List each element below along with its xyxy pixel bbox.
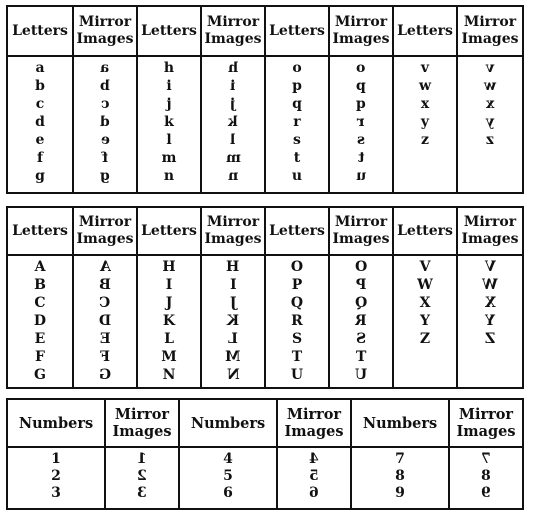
mirror-image-char	[74, 131, 136, 149]
glyph: 4	[223, 451, 233, 467]
mirror-glyph: c	[100, 96, 110, 112]
original-char	[8, 77, 72, 95]
mirror-glyph: U	[354, 367, 368, 383]
mirror-glyph: s	[357, 132, 365, 148]
original-char	[138, 294, 200, 312]
column-header-letters: Letters	[393, 6, 457, 56]
glyph: u	[291, 168, 303, 184]
glyph: t	[293, 150, 301, 166]
original-char	[138, 167, 200, 185]
mirror-image-char	[202, 131, 264, 149]
mirror-image-char	[458, 95, 522, 113]
original-char	[8, 485, 104, 502]
mirror-image-char	[450, 485, 522, 502]
glyph: w	[418, 78, 432, 94]
glyph: 9	[395, 485, 405, 501]
mirror-glyph: S	[355, 331, 367, 347]
mirror-images-column	[201, 255, 265, 388]
original-char	[266, 330, 328, 348]
original-char	[8, 95, 72, 113]
original-char	[352, 485, 448, 502]
glyph: v	[420, 60, 430, 76]
mirror-image-char	[106, 485, 178, 502]
mirror-image-char	[330, 276, 392, 294]
mirror-glyph: O	[354, 259, 368, 275]
original-char	[266, 366, 328, 384]
mirror-glyph: z	[486, 132, 494, 148]
glyph: j	[166, 96, 172, 112]
mirror-image-char	[202, 59, 264, 77]
glyph: F	[35, 349, 45, 365]
mirror-image-char	[74, 330, 136, 348]
mirror-glyph: 1	[137, 451, 147, 467]
mirror-glyph: b	[100, 78, 110, 94]
numbers-column	[179, 447, 277, 509]
glyph: a	[35, 60, 45, 76]
original-char	[394, 258, 456, 276]
mirror-images-column	[73, 255, 137, 388]
mirror-glyph: u	[355, 168, 367, 184]
original-char	[266, 312, 328, 330]
glyph: O	[290, 259, 304, 275]
original-char	[266, 113, 328, 131]
mirror-image-char	[202, 348, 264, 366]
mirror-glyph: Y	[485, 313, 495, 329]
mirror-glyph: i	[230, 78, 236, 94]
glyph: r	[293, 114, 301, 130]
mirror-image-char	[74, 77, 136, 95]
mirror-images-column	[449, 447, 523, 509]
original-char	[266, 167, 328, 185]
glyph: q	[292, 96, 302, 112]
mirror-image-char	[106, 468, 178, 485]
glyph: T	[291, 349, 303, 365]
mirror-image-char	[458, 59, 522, 77]
mirror-image-char	[458, 77, 522, 95]
glyph: U	[290, 367, 304, 383]
letters-column	[393, 255, 457, 388]
mirror-image-char	[74, 348, 136, 366]
mirror-images-column	[457, 56, 523, 193]
numbers-body-row	[7, 447, 523, 509]
numbers-table	[6, 398, 524, 510]
column-header-letters: Letters	[265, 207, 329, 255]
original-char	[394, 276, 456, 294]
mirror-glyph: L	[228, 331, 238, 347]
mirror-glyph: t	[357, 150, 365, 166]
mirror-image-char	[330, 167, 392, 185]
mirror-glyph: j	[230, 96, 236, 112]
original-char	[180, 468, 276, 485]
original-char	[352, 451, 448, 468]
glyph: n	[163, 168, 175, 184]
mirror-glyph: P	[355, 277, 367, 293]
mirror-glyph: g	[100, 168, 110, 184]
glyph: k	[164, 114, 174, 130]
mirror-glyph: e	[100, 132, 110, 148]
original-char	[138, 330, 200, 348]
mirror-image-char	[74, 167, 136, 185]
column-header-letters: Letters	[265, 6, 329, 56]
glyph: i	[166, 78, 172, 94]
mirror-glyph: W	[482, 277, 498, 293]
mirror-image-char	[330, 258, 392, 276]
original-char	[266, 95, 328, 113]
glyph: z	[421, 132, 429, 148]
mirror-glyph: 7	[481, 451, 491, 467]
original-char	[8, 59, 72, 77]
small-letters-header-row	[7, 6, 523, 56]
mirror-glyph: C	[99, 295, 111, 311]
mirror-glyph: m	[225, 150, 241, 166]
original-char	[394, 59, 456, 77]
mirror-glyph: F	[100, 349, 110, 365]
original-char	[394, 95, 456, 113]
mirror-glyph: p	[356, 78, 366, 94]
mirror-image-char	[330, 131, 392, 149]
glyph: Z	[419, 331, 431, 347]
original-char	[266, 294, 328, 312]
mirror-glyph: X	[484, 295, 496, 311]
mirror-image-char	[458, 131, 522, 149]
glyph: N	[162, 367, 176, 383]
mirror-image-char	[450, 468, 522, 485]
original-char	[138, 258, 200, 276]
mirror-image-char	[202, 167, 264, 185]
mirror-image-char	[202, 330, 264, 348]
original-char	[266, 77, 328, 95]
mirror-image-char	[330, 77, 392, 95]
glyph: V	[419, 259, 431, 275]
column-header-mirror-images: Mirror Images	[329, 6, 393, 56]
column-header-mirror-images: Mirror Images	[457, 6, 523, 56]
column-header-letters: Letters	[137, 207, 201, 255]
original-char	[8, 113, 72, 131]
mirror-image-char	[330, 59, 392, 77]
mirror-image-char	[202, 276, 264, 294]
mirror-image-char	[458, 330, 522, 348]
mirror-images-column	[73, 56, 137, 193]
mirror-image-char	[74, 258, 136, 276]
glyph: G	[34, 367, 46, 383]
mirror-image-char	[74, 366, 136, 384]
mirror-glyph: M	[225, 349, 241, 365]
numbers-column	[351, 447, 449, 509]
mirror-image-char	[458, 276, 522, 294]
column-header-numbers: Numbers	[351, 399, 449, 447]
mirror-image-char	[202, 77, 264, 95]
column-header-mirror-images: Mirror Images	[73, 6, 137, 56]
mirror-glyph: y	[485, 114, 495, 130]
original-char	[8, 294, 72, 312]
glyph: 7	[395, 451, 405, 467]
glyph: 1	[51, 451, 61, 467]
glyph: X	[419, 295, 431, 311]
letters-column	[137, 56, 201, 193]
glyph: K	[162, 313, 176, 329]
original-char	[394, 312, 456, 330]
original-char	[394, 77, 456, 95]
mirror-image-char	[74, 149, 136, 167]
glyph: D	[33, 313, 47, 329]
mirror-glyph: Z	[484, 331, 496, 347]
mirror-glyph: w	[483, 78, 497, 94]
original-char	[266, 59, 328, 77]
original-char	[394, 294, 456, 312]
glyph: d	[35, 114, 45, 130]
capital-letters-header-row	[7, 207, 523, 255]
mirror-image-char	[330, 113, 392, 131]
column-header-numbers: Numbers	[7, 399, 105, 447]
column-header-mirror-images: Mirror Images	[449, 399, 523, 447]
mirror-images-column	[329, 56, 393, 193]
mirror-image-char	[202, 366, 264, 384]
mirror-glyph: I	[229, 277, 237, 293]
mirror-glyph: A	[99, 259, 111, 275]
column-header-mirror-images: Mirror Images	[329, 207, 393, 255]
letters-column	[137, 255, 201, 388]
glyph: l	[166, 132, 172, 148]
small-letters-body-row	[7, 56, 523, 193]
glyph: C	[34, 295, 46, 311]
mirror-image-char	[330, 312, 392, 330]
glyph: f	[36, 150, 44, 166]
column-header-letters: Letters	[7, 6, 73, 56]
original-char	[266, 149, 328, 167]
original-char	[138, 77, 200, 95]
capital-letters-table	[6, 206, 524, 389]
mirror-image-char	[106, 451, 178, 468]
letters-column	[265, 255, 329, 388]
mirror-glyph: V	[484, 259, 496, 275]
original-char	[138, 348, 200, 366]
glyph: I	[165, 277, 173, 293]
mirror-image-char	[450, 451, 522, 468]
glyph: 8	[395, 468, 405, 484]
original-char	[8, 167, 72, 185]
mirror-image-char	[74, 276, 136, 294]
numbers-column	[7, 447, 105, 509]
column-header-letters: Letters	[393, 207, 457, 255]
glyph: B	[34, 277, 46, 293]
original-char	[8, 258, 72, 276]
mirror-image-char	[330, 294, 392, 312]
mirror-glyph: B	[99, 277, 111, 293]
capital-letters-body-row	[7, 255, 523, 388]
mirror-glyph: o	[356, 60, 366, 76]
original-char	[8, 348, 72, 366]
mirror-image-char	[74, 59, 136, 77]
original-char	[138, 59, 200, 77]
original-char	[138, 95, 200, 113]
mirror-glyph: N	[226, 367, 240, 383]
mirror-glyph: 6	[309, 485, 319, 501]
mirror-image-char	[458, 258, 522, 276]
mirror-image-char	[278, 485, 350, 502]
mirror-glyph: a	[100, 60, 110, 76]
mirror-glyph: T	[355, 349, 367, 365]
glyph: 3	[51, 485, 61, 501]
glyph: y	[420, 114, 430, 130]
mirror-glyph: 4	[309, 451, 319, 467]
glyph: 6	[223, 485, 233, 501]
original-char	[8, 330, 72, 348]
mirror-image-char	[330, 330, 392, 348]
mirror-glyph: R	[355, 313, 367, 329]
mirror-image-char	[202, 258, 264, 276]
letters-column	[7, 56, 73, 193]
glyph: R	[291, 313, 303, 329]
mirror-glyph: x	[485, 96, 495, 112]
original-char	[180, 451, 276, 468]
glyph: Q	[290, 295, 304, 311]
column-header-letters: Letters	[7, 207, 73, 255]
glyph: L	[164, 331, 174, 347]
mirror-image-char	[74, 113, 136, 131]
column-header-letters: Letters	[137, 6, 201, 56]
glyph: W	[417, 277, 433, 293]
original-char	[138, 149, 200, 167]
mirror-image-char	[458, 113, 522, 131]
mirror-image-char	[202, 312, 264, 330]
original-char	[394, 113, 456, 131]
mirror-glyph: n	[227, 168, 239, 184]
column-header-mirror-images: Mirror Images	[105, 399, 179, 447]
original-char	[138, 312, 200, 330]
mirror-glyph: 5	[309, 468, 319, 484]
mirror-image-char	[330, 366, 392, 384]
column-header-mirror-images: Mirror Images	[201, 6, 265, 56]
glyph: h	[163, 60, 175, 76]
mirror-image-char	[330, 95, 392, 113]
mirror-images-column	[277, 447, 351, 509]
mirror-glyph: 8	[481, 468, 491, 484]
mirror-image-char	[202, 294, 264, 312]
mirror-glyph: 2	[137, 468, 147, 484]
glyph: Y	[420, 313, 430, 329]
mirror-glyph: q	[356, 96, 366, 112]
glyph: M	[161, 349, 177, 365]
mirror-image-char	[202, 113, 264, 131]
mirror-image-char	[278, 451, 350, 468]
numbers-header-row	[7, 399, 523, 447]
original-char	[138, 131, 200, 149]
original-char	[8, 149, 72, 167]
glyph: m	[161, 150, 177, 166]
glyph: S	[291, 331, 303, 347]
mirror-glyph: v	[485, 60, 495, 76]
mirror-images-column	[457, 255, 523, 388]
mirror-glyph: H	[226, 259, 240, 275]
mirror-image-char	[458, 312, 522, 330]
mirror-image-char	[330, 348, 392, 366]
mirror-glyph: h	[227, 60, 239, 76]
glyph: o	[292, 60, 302, 76]
glyph: c	[35, 96, 45, 112]
mirror-glyph: D	[98, 313, 112, 329]
glyph: p	[292, 78, 302, 94]
original-char	[266, 348, 328, 366]
glyph: b	[35, 78, 45, 94]
mirror-images-column	[105, 447, 179, 509]
glyph: x	[420, 96, 430, 112]
original-char	[266, 131, 328, 149]
original-char	[394, 330, 456, 348]
glyph: 5	[223, 468, 233, 484]
column-header-mirror-images: Mirror Images	[73, 207, 137, 255]
glyph: H	[162, 259, 176, 275]
mirror-images-column	[329, 255, 393, 388]
mirror-glyph: E	[99, 331, 111, 347]
mirror-glyph: 9	[481, 485, 491, 501]
mirror-image-char	[74, 95, 136, 113]
column-header-mirror-images: Mirror Images	[201, 207, 265, 255]
original-char	[394, 131, 456, 149]
mirror-glyph: l	[230, 132, 236, 148]
original-char	[8, 451, 104, 468]
letters-column	[393, 56, 457, 193]
small-letters-table	[6, 5, 524, 194]
original-char	[138, 113, 200, 131]
original-char	[8, 131, 72, 149]
mirror-image-char	[202, 95, 264, 113]
mirror-glyph: 3	[137, 485, 147, 501]
glyph: s	[293, 132, 301, 148]
mirror-glyph: J	[229, 295, 237, 311]
original-char	[8, 366, 72, 384]
glyph: A	[34, 259, 46, 275]
mirror-image-char	[330, 149, 392, 167]
original-char	[266, 258, 328, 276]
mirror-image-char	[202, 149, 264, 167]
mirror-image-char	[458, 294, 522, 312]
glyph: P	[291, 277, 303, 293]
mirror-glyph: Q	[354, 295, 368, 311]
original-char	[266, 276, 328, 294]
column-header-mirror-images: Mirror Images	[457, 207, 523, 255]
mirror-glyph: d	[100, 114, 110, 130]
glyph: E	[34, 331, 46, 347]
mirror-image-char	[74, 294, 136, 312]
letters-column	[7, 255, 73, 388]
letters-column	[265, 56, 329, 193]
original-char	[8, 276, 72, 294]
column-header-mirror-images: Mirror Images	[277, 399, 351, 447]
original-char	[180, 485, 276, 502]
glyph: 2	[51, 468, 61, 484]
glyph: J	[165, 295, 173, 311]
mirror-glyph: r	[357, 114, 365, 130]
glyph: g	[35, 168, 45, 184]
mirror-glyph: k	[228, 114, 238, 130]
mirror-image-char	[74, 312, 136, 330]
mirror-image-char	[278, 468, 350, 485]
mirror-glyph: K	[226, 313, 240, 329]
original-char	[352, 468, 448, 485]
original-char	[8, 312, 72, 330]
mirror-glyph: G	[99, 367, 111, 383]
original-char	[138, 276, 200, 294]
column-header-numbers: Numbers	[179, 399, 277, 447]
original-char	[138, 366, 200, 384]
mirror-glyph: f	[101, 150, 109, 166]
glyph: e	[35, 132, 45, 148]
mirror-images-column	[201, 56, 265, 193]
original-char	[8, 468, 104, 485]
